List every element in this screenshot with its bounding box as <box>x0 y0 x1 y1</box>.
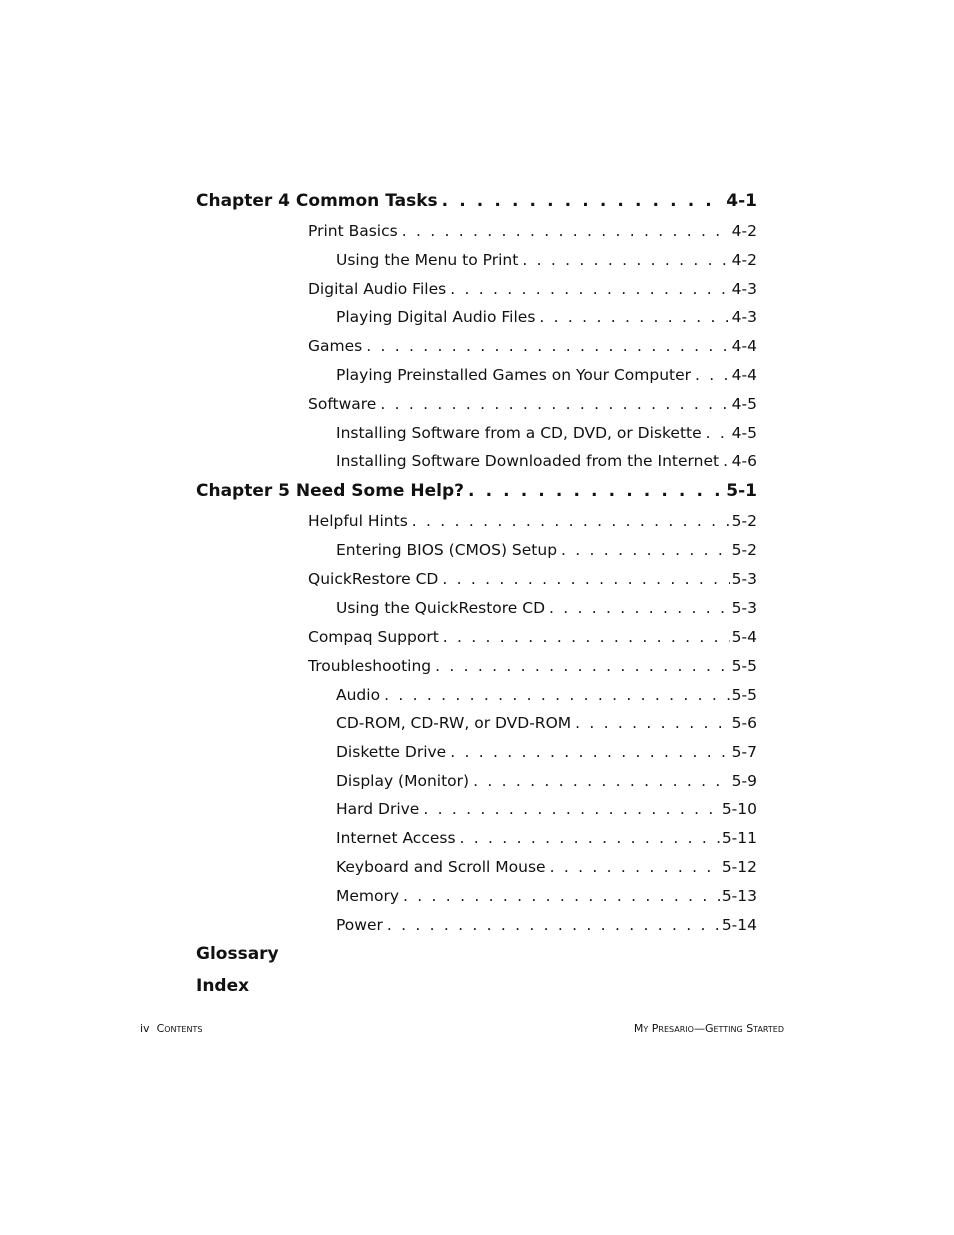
dot-leader <box>450 743 729 761</box>
toc-entry[interactable] <box>336 452 757 470</box>
toc-entry-title: Audio <box>336 686 381 704</box>
toc-entry[interactable] <box>336 743 757 761</box>
toc-entry[interactable] <box>336 541 757 559</box>
footer-section: Contents <box>156 1022 203 1035</box>
toc-entry[interactable] <box>308 280 757 298</box>
toc-entry-page: 4-5 <box>731 424 757 442</box>
toc-entry-title: Software <box>308 395 377 413</box>
dot-leader <box>403 887 720 905</box>
toc-entry-title: Hard Drive <box>336 800 420 818</box>
toc-entry-page: 5-1 <box>726 481 757 501</box>
toc-entry[interactable] <box>336 887 757 905</box>
toc-entry-page: 5-2 <box>731 541 757 559</box>
toc-entry-title: Helpful Hints <box>308 512 408 530</box>
toc-chapter-4[interactable] <box>196 191 757 211</box>
dot-leader <box>442 191 725 211</box>
toc-entry[interactable] <box>336 858 757 876</box>
footer-book-title: My Presario—Getting Started <box>633 1022 784 1035</box>
toc-entry[interactable] <box>308 395 757 413</box>
toc-entry[interactable] <box>336 366 757 384</box>
toc-entry-title: Entering BIOS (CMOS) Setup <box>336 541 558 559</box>
toc-entry-title: QuickRestore CD <box>308 570 439 588</box>
toc-entry-title: Playing Preinstalled Games on Your Computer <box>336 366 692 384</box>
dot-leader <box>460 829 720 847</box>
toc-entry-title: Chapter 5 Need Some Help? <box>196 481 464 501</box>
toc-entry-page: 5-13 <box>721 887 757 905</box>
toc-entry[interactable] <box>336 714 757 732</box>
toc-entry-title: Using the Menu to Print <box>336 251 519 269</box>
toc-entry[interactable] <box>308 628 757 646</box>
dot-leader <box>366 337 729 355</box>
toc-entry-page: 5-5 <box>731 657 757 675</box>
dot-leader <box>402 222 730 240</box>
dot-leader <box>473 772 730 790</box>
toc-entry-page: 5-12 <box>721 858 757 876</box>
toc-entry-title: CD-ROM, CD-RW, or DVD-ROM <box>336 714 572 732</box>
toc-entry-page: 4-2 <box>731 251 757 269</box>
toc-entry-page: 5-9 <box>731 772 757 790</box>
dot-leader <box>539 308 729 326</box>
toc-glossary[interactable]: Glossary <box>196 944 279 964</box>
dot-leader <box>450 280 729 298</box>
toc-entry[interactable] <box>336 772 757 790</box>
toc-entry-title: Troubleshooting <box>308 657 432 675</box>
toc-entry-page: 5-2 <box>731 512 757 530</box>
dot-leader <box>443 628 730 646</box>
toc-entry-page: 4-3 <box>731 280 757 298</box>
page-number: iv <box>140 1022 150 1035</box>
toc-entry[interactable] <box>336 686 757 704</box>
dot-leader <box>550 858 720 876</box>
toc-entry-page: 5-10 <box>721 800 757 818</box>
toc-entry[interactable] <box>308 512 757 530</box>
dot-leader <box>384 686 730 704</box>
toc-entry-page: 5-4 <box>731 628 757 646</box>
toc-entry-title: Chapter 4 Common Tasks <box>196 191 438 211</box>
dot-leader <box>423 800 719 818</box>
toc-entry[interactable] <box>308 570 757 588</box>
page-footer-left <box>140 1022 202 1035</box>
dot-leader <box>561 541 730 559</box>
toc-entry-title: Installing Software from a CD, DVD, or Diskette <box>336 424 702 442</box>
toc-entry-page: 5-3 <box>731 570 757 588</box>
toc-entry[interactable] <box>336 916 757 934</box>
toc-entry-page: 4-4 <box>731 366 757 384</box>
toc-entry-title: Compaq Support <box>308 628 439 646</box>
toc-entry-page: 5-5 <box>731 686 757 704</box>
toc-entry-page: 4-5 <box>731 395 757 413</box>
dot-leader <box>522 251 729 269</box>
dot-leader <box>695 366 730 384</box>
dot-leader <box>442 570 729 588</box>
toc-entry-title: Memory <box>336 887 400 905</box>
dot-leader <box>412 512 730 530</box>
dot-leader <box>549 599 730 617</box>
toc-entry-title: Keyboard and Scroll Mouse <box>336 858 546 876</box>
toc-entry-page: 4-3 <box>731 308 757 326</box>
toc-entry-page: 5-6 <box>731 714 757 732</box>
dot-leader <box>723 452 730 470</box>
toc-entry-page: 5-3 <box>731 599 757 617</box>
toc-entry[interactable] <box>308 222 757 240</box>
toc-entry-page: 5-11 <box>721 829 757 847</box>
toc-entry-title: Power <box>336 916 383 934</box>
dot-leader <box>435 657 730 675</box>
dot-leader <box>387 916 720 934</box>
dot-leader <box>380 395 729 413</box>
toc-chapter-5[interactable] <box>196 481 757 501</box>
toc-entry[interactable] <box>308 657 757 675</box>
toc-entry-title: Playing Digital Audio Files <box>336 308 536 326</box>
toc-entry[interactable] <box>336 251 757 269</box>
toc-entry-title: Installing Software Downloaded from the Internet <box>336 452 720 470</box>
toc-entry-page: 5-7 <box>731 743 757 761</box>
toc-entry-page: 4-2 <box>731 222 757 240</box>
dot-leader <box>575 714 730 732</box>
toc-entry-title: Using the QuickRestore CD <box>336 599 546 617</box>
toc-entry[interactable] <box>336 308 757 326</box>
toc-entry-title: Diskette Drive <box>336 743 447 761</box>
toc-entry-title: Display (Monitor) <box>336 772 470 790</box>
dot-leader <box>468 481 724 501</box>
toc-entry-title: Games <box>308 337 363 355</box>
toc-entry-page: 5-14 <box>721 916 757 934</box>
toc-entry-page: 4-6 <box>731 452 757 470</box>
toc-entry[interactable] <box>336 829 757 847</box>
dot-leader <box>706 424 730 442</box>
toc-entry-title: Print Basics <box>308 222 398 240</box>
toc-entry[interactable] <box>336 599 757 617</box>
toc-entry[interactable] <box>336 800 757 818</box>
toc-index[interactable]: Index <box>196 976 250 996</box>
toc-entry-title: Digital Audio Files <box>308 280 447 298</box>
toc-entry-page: 4-1 <box>726 191 757 211</box>
toc-entry[interactable] <box>308 337 757 355</box>
toc-entry[interactable] <box>336 424 757 442</box>
toc-entry-page: 4-4 <box>731 337 757 355</box>
toc-entry-title: Internet Access <box>336 829 456 847</box>
